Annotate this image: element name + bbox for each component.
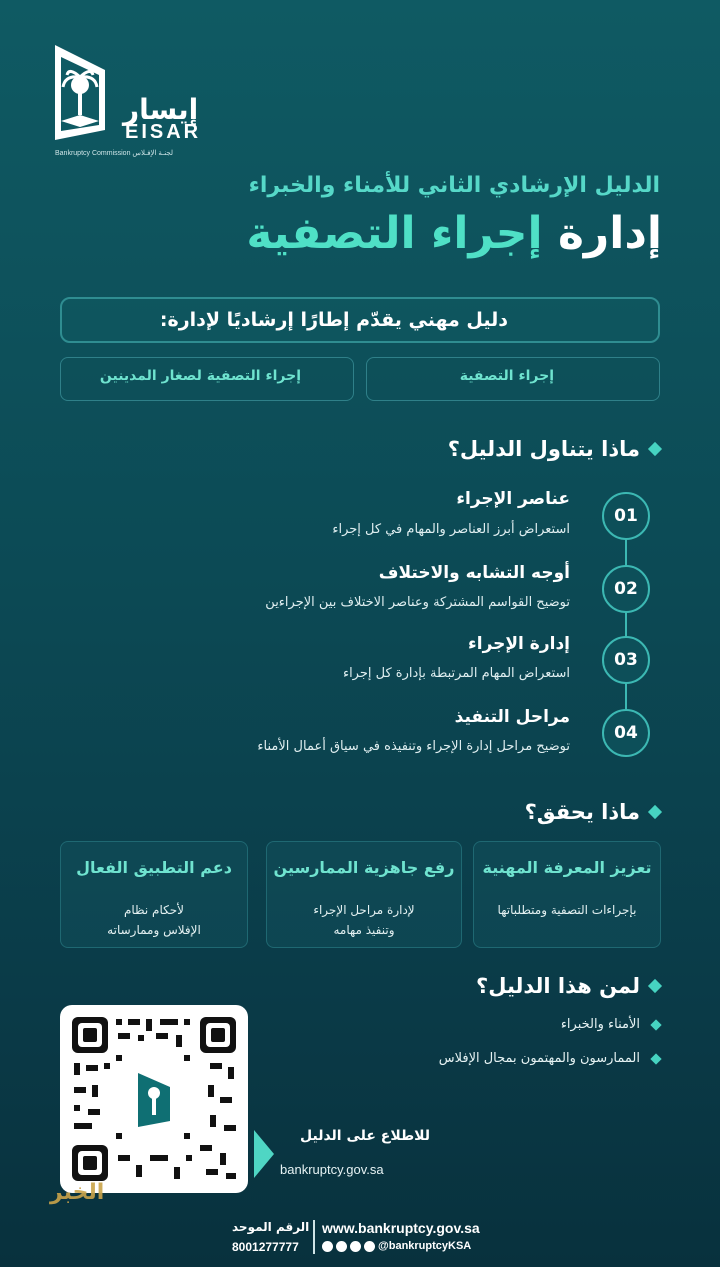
step-description: توضيح مراحل إدارة الإجراء وتنفيذه في سياق أعمال الأمناء	[257, 739, 570, 754]
palm-logo-icon	[55, 45, 115, 145]
logo-arabic-name: إيسار	[123, 93, 199, 126]
step-number-badge: 01	[602, 492, 650, 540]
pill-label: إجراء التصفية	[459, 368, 554, 384]
diamond-bullet-icon	[650, 1019, 661, 1030]
benefit-card	[60, 841, 248, 948]
benefit-card	[473, 841, 661, 948]
diamond-icon	[648, 442, 662, 456]
unified-number-label: الرقم الموحد	[232, 1220, 310, 1234]
cta-url-link[interactable]: bankruptcy.gov.sa	[280, 1162, 384, 1177]
footer-website-link[interactable]: www.bankruptcy.gov.sa	[322, 1220, 480, 1236]
audience-item-label: الممارسون والمهتمون بمجال الإفلاس	[438, 1051, 640, 1066]
title-part-1: إدارة	[557, 208, 662, 259]
footer-social	[322, 1240, 471, 1252]
step-number-badge: 04	[602, 709, 650, 757]
step-description: استعراض المهام المرتبطة بإدارة كل إجراء	[342, 666, 570, 681]
unified-number[interactable]: 8001277777	[232, 1240, 299, 1254]
social-handle[interactable]: @bankruptcyKSA	[378, 1240, 472, 1252]
instagram-icon[interactable]	[350, 1241, 361, 1252]
diamond-icon	[648, 979, 662, 993]
diamond-icon	[648, 805, 662, 819]
card-title: تعزيز المعرفة المهنية	[482, 858, 652, 877]
step-title: إدارة الإجراء	[468, 634, 570, 654]
intro-box	[60, 297, 660, 343]
logo-org-name: Bankruptcy Commission لجنـة الإفـلاس	[55, 150, 173, 157]
eisar-logo	[55, 45, 202, 160]
card-title: دعم التطبيق الفعال	[76, 858, 232, 877]
card-description: بإجراءات التصفية ومتطلباتها	[497, 903, 637, 917]
youtube-icon[interactable]	[336, 1241, 347, 1252]
pill-small-debtors	[60, 357, 354, 401]
step-title: عناصر الإجراء	[456, 489, 570, 509]
card-description: لإدارة مراحل الإجراء وتنفيذ مهامه	[313, 903, 415, 937]
step-number-badge: 02	[602, 565, 650, 613]
guide-title	[246, 208, 662, 259]
benefit-card	[266, 841, 462, 948]
step-number-badge: 03	[602, 636, 650, 684]
intro-text: دليل مهني يقدّم إطارًا إرشاديًا لإدارة:	[159, 309, 508, 331]
section-title: ماذا يتناول الدليل؟	[447, 437, 640, 461]
audience-item-label: الأمناء والخبراء	[560, 1017, 640, 1032]
guide-subtitle: الدليل الإرشادي الثاني للأمناء والخبراء	[248, 173, 660, 198]
footer-divider	[313, 1220, 315, 1254]
section-title: لمن هذا الدليل؟	[476, 974, 640, 998]
title-part-2: إجراء التصفية	[246, 208, 543, 259]
step-description: استعراض أبرز العناصر والمهام في كل إجراء	[332, 522, 570, 537]
step-title: أوجه التشابه والاختلاف	[378, 563, 570, 583]
pill-liquidation	[366, 357, 660, 401]
qr-code-icon	[60, 1005, 248, 1193]
timeline-line	[625, 515, 627, 735]
watermark-logo: الخبر	[50, 1180, 105, 1205]
section-heading-covers	[448, 437, 660, 461]
qr-code[interactable]	[60, 1005, 248, 1193]
section-heading-audience	[476, 974, 660, 998]
pill-label: إجراء التصفية لصغار المدينين	[99, 368, 301, 384]
cta-label: للاطلاع على الدليل	[300, 1128, 431, 1144]
card-description: لأحكام نظام الإفلاس وممارساته	[107, 903, 201, 937]
pointer-arrow-icon	[254, 1130, 274, 1178]
step-title: مراحل التنفيذ	[454, 707, 570, 727]
diamond-bullet-icon	[650, 1053, 661, 1064]
card-title: رفع جاهزية الممارسين	[273, 858, 455, 877]
section-heading-achieves	[525, 800, 660, 824]
audience-item	[439, 1051, 660, 1066]
linkedin-icon[interactable]	[364, 1241, 375, 1252]
step-description: توضيح القواسم المشتركة وعناصر الاختلاف بين الإجراءين	[265, 595, 570, 610]
section-title: ماذا يحقق؟	[524, 800, 640, 824]
audience-item	[561, 1017, 660, 1032]
x-social-icon[interactable]	[322, 1241, 333, 1252]
logo-english-name: EISAR	[125, 121, 202, 143]
